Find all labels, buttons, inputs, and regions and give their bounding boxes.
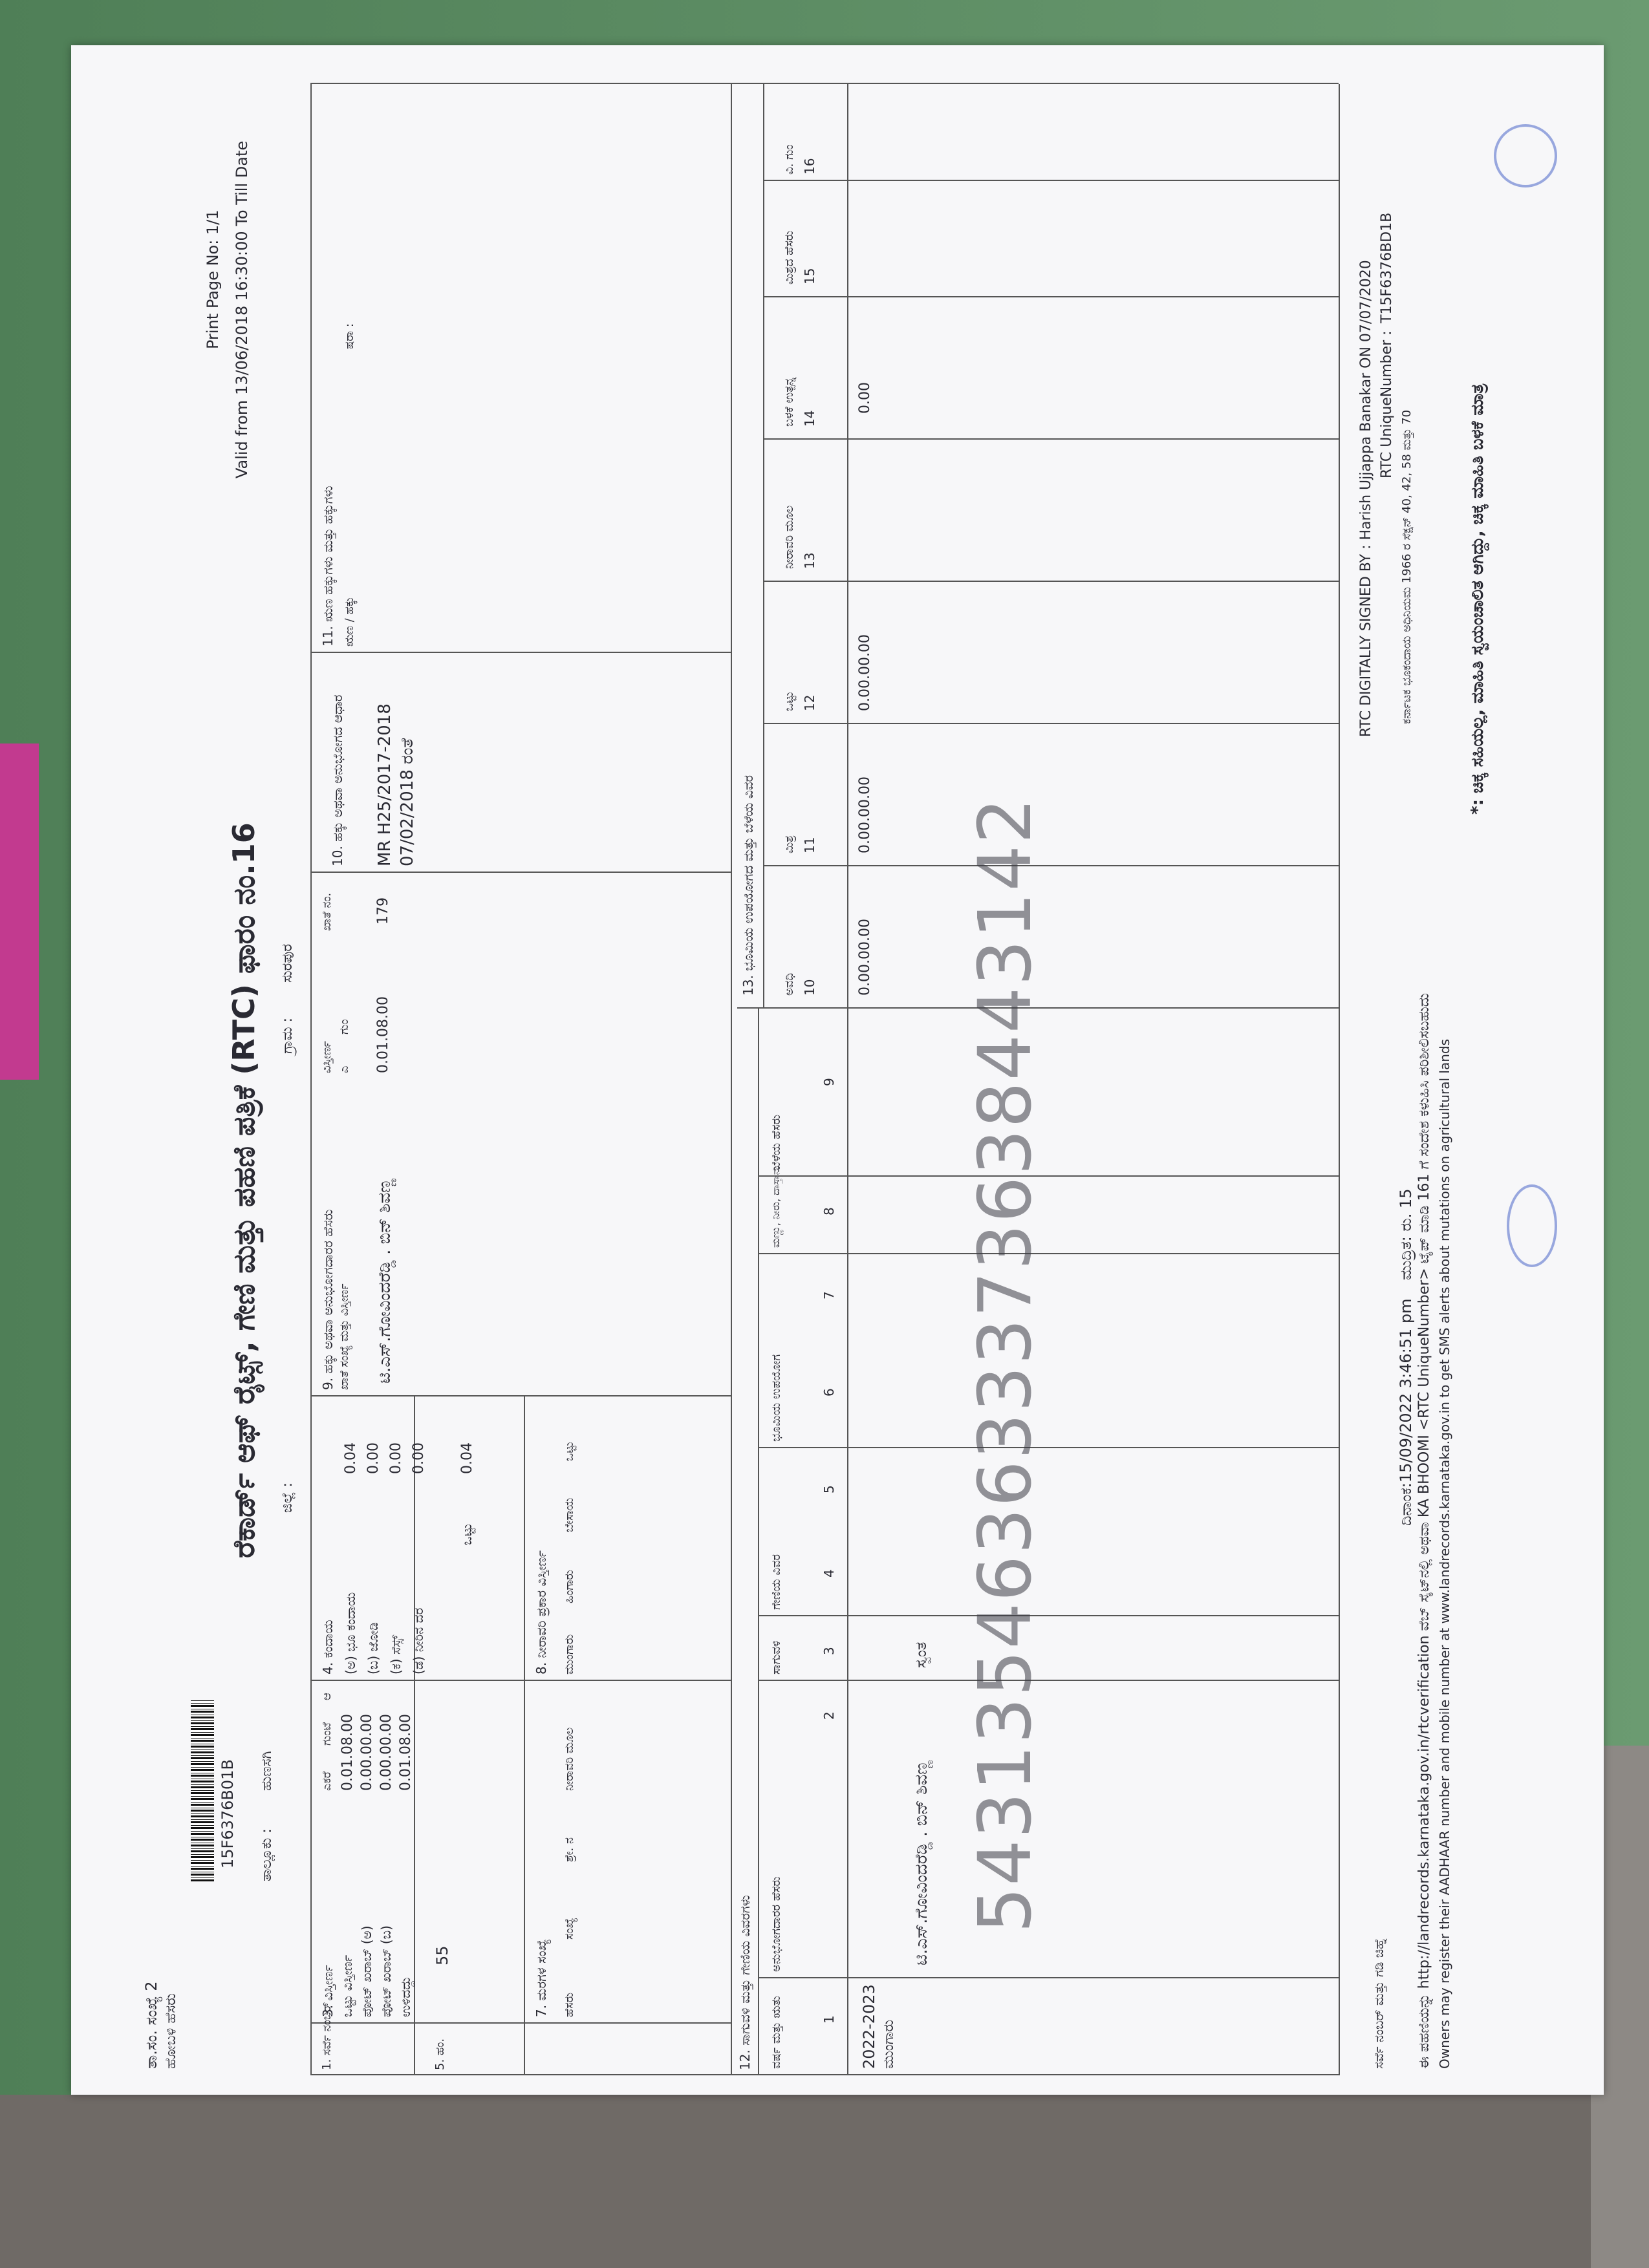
area-row-value: 0.00.00.00 <box>378 1714 394 1791</box>
area-unit-1: ಎಕರೆ <box>320 1771 334 1791</box>
col-line <box>763 723 1339 724</box>
col-line <box>758 1447 1339 1448</box>
sec12-num: 9 <box>821 1078 837 1086</box>
sec12-year: 2022-2023 <box>860 1984 878 2069</box>
ink-mark <box>1507 1184 1557 1267</box>
serial-left: ತಾ.ಸಂ. ಸಂಖ್ಯೆ 2 <box>142 1981 160 2069</box>
sec13-col-label: ಅವಧಿ <box>782 972 796 996</box>
area-unit-2: ಗುಂಟೆ <box>320 1722 334 1746</box>
col-line <box>310 652 731 653</box>
col-line <box>758 1680 1339 1681</box>
col-line <box>763 438 1339 440</box>
sec12-num: 1 <box>821 2015 837 2024</box>
row-line <box>524 1396 525 2075</box>
area-unit-3: ಆ <box>320 1693 334 1700</box>
rent-total-value: 0.04 <box>459 1442 475 1474</box>
col-line <box>763 581 1339 582</box>
col-line <box>758 1175 1339 1177</box>
area-row-value: 0.01.08.00 <box>339 1714 356 1791</box>
hobli-label: ಗ್ರಾಮ : <box>279 1018 296 1054</box>
sec12-owner: ಟಿ.ಎಸ್.ಗೋವಿಂದರೆಡ್ಡಿ . ಬಿನ್ ಶಿವಣ್ಣ <box>912 1760 931 1965</box>
area-row-label: ಪೋಟ್ ಖರಾಬ್ (ಬ) <box>378 1925 394 2017</box>
col-line <box>310 1395 731 1396</box>
col-line <box>763 180 1339 181</box>
col-line <box>310 1680 731 1681</box>
table-bottom-line <box>1339 84 1340 2075</box>
sec13-col-label: ವಿ. ಗುಂ <box>782 144 796 175</box>
row-line <box>758 1009 759 2075</box>
area-row-label: ಉಳಿದದ್ದು <box>398 1976 413 2017</box>
sec13-col-num: 15 <box>802 268 817 284</box>
table-mid-line <box>731 84 732 2075</box>
sec12-num: 3 <box>821 1647 837 1655</box>
district-label: ಜಿಲ್ಲೆ : <box>279 1482 296 1513</box>
col-line <box>310 2022 731 2024</box>
col-line <box>763 865 1339 866</box>
tree-col: ಹೆಸರು <box>563 1993 576 2017</box>
row-line <box>763 84 764 1009</box>
village-value: ಹುಣಸಗಿ <box>259 1751 275 1791</box>
sec13-col-num: 16 <box>802 158 817 175</box>
col-tree-header: 7. ಮರಗಳ ಸಂಖ್ಯೆ <box>534 1939 549 2017</box>
sec12-season: ಮುಂಗಾರು <box>881 2020 897 2069</box>
valid-from: Valid from 13/06/2018 16:30:00 To Till Date <box>233 140 251 478</box>
col-owner-header: 9. ಹಕ್ಕು ಅಥವಾ ಅನುಭೋಗದಾರರ ಹೆಸರು <box>320 1209 336 1390</box>
area-row-value: 0.00.00.00 <box>359 1714 375 1791</box>
sec12-col: ಸಾಗುವಳಿ <box>770 1640 783 1674</box>
irrig-col: ಒಟ್ಟು <box>563 1441 576 1461</box>
sec13-col-num: 11 <box>802 837 817 853</box>
liab-sub: ಋಣ / ಹಕ್ಕು <box>343 596 356 647</box>
table-left-line <box>310 2074 1339 2075</box>
owner-area: 0.01.08.00 <box>375 996 391 1073</box>
page-number: Print Page No: 1/1 <box>204 209 222 349</box>
serial-left-2: ಹೋಬಳಿ ಹೆಸರು <box>163 1993 179 2069</box>
printed-on: ದಿನಾಂಕ:15/09/2022 3:46:51 pm <box>1397 1298 1415 1526</box>
owner-area-unit: ಎ <box>338 1065 351 1073</box>
background-pink-edge <box>0 744 39 1080</box>
mr-value: MR H25/2017-2018 <box>375 703 394 866</box>
sec12-col: ಬೆಳೆಯ ಹೆಸರು <box>770 1115 783 1170</box>
sec13-col-num: 13 <box>802 552 817 569</box>
sec13-col-num: 12 <box>802 694 817 711</box>
rent-row-label: (ಬ) ಜೋಡಿ <box>365 1622 381 1674</box>
sec13-col-label: ಮಿಶ್ರದ ಹೆಸರು <box>782 230 796 284</box>
aadhaar-line: Owners may register their AADHAAR number and mobile number at www.landrecords.karnataka.gov.in to get SMS alerts about mutations on agricultural lands <box>1437 1038 1452 2069</box>
sec13-col-value: 0.00.00.00 <box>857 634 873 711</box>
rent-row-label: (ಡ) ನೀರಿನ ದರ <box>411 1607 426 1674</box>
col-irrigation-header: 8. ನೀರಾವರಿ ಪ್ರಕಾರ ವಿಸ್ತೀರ್ಣ <box>534 1550 549 1674</box>
rotated-content <box>71 45 1604 2095</box>
watermark-number: 543135463633373638443142 <box>964 796 1048 1933</box>
sec12-self: ಸ್ವಂತ <box>912 1642 930 1668</box>
sec12-col: ಭೂಮಿಯ ಉಪಯೋಗ <box>770 1354 783 1442</box>
row-line <box>414 1396 415 2075</box>
col-line <box>310 872 731 873</box>
sec12-col: ಅನುಭೋಗದಾರರ ಹೆಸರು <box>770 1876 783 1972</box>
village-label: ತಾಲ್ಲೂಕು : <box>259 1828 275 1881</box>
mutation-number: 55 <box>433 1945 451 1965</box>
tree-col: ಸಂಖ್ಯೆ <box>563 1918 576 1940</box>
sec13-col-label: ಮಿಶ್ರ <box>782 835 796 853</box>
bottom-note: *: ಚಿಕ್ಕ ಸಹಿಯಲ್ಲ, ಮಾಹಿತಿ ಸ್ವಯಂಚಾಲಿತ ಆಗಿದ್ದು, ಚಿಕ್ಕ ಮಾಹಿತಿ ಬಳಕೆ ಮಾತ್ರ <box>1468 383 1487 815</box>
rent-row-value: 0.00 <box>411 1442 427 1474</box>
khata-label: ಖಾತೆ ನಂ. <box>320 892 334 931</box>
owner-area-unit: ಗುಂ <box>338 1019 351 1034</box>
barcode <box>191 1700 214 1881</box>
sec13-col-value: 0.00 <box>857 382 873 414</box>
col-liabilities-header: 11. ಋಣ ಹಕ್ಕುಗಳು ಮತ್ತು ಹಕ್ಕುಗಳು <box>320 486 336 647</box>
sec13-col-label: ಒಟ್ಟು <box>782 691 796 711</box>
rent-row-value: 0.04 <box>343 1442 359 1474</box>
khata-number: 179 <box>375 897 391 925</box>
col-mutation-header: 5. ಹಂ. <box>433 2038 447 2070</box>
liab-sub: ಷರಾ : <box>343 323 356 349</box>
sec12-col: ವರ್ಷ ಮತ್ತು ಋತು <box>770 1996 783 2069</box>
col-line <box>763 296 1339 297</box>
col-mr-header: 10. ಹಕ್ಕು ಅಥವಾ ಅನುಭೋಗದ ಆಧಾರ <box>330 694 345 866</box>
owner-area-label: ವಿಸ್ತೀರ್ಣ <box>320 1041 334 1073</box>
unique-label: RTC UniqueNumber : <box>1379 330 1395 478</box>
barcode-id: 15F6376B01B <box>219 1759 237 1868</box>
background-dark-edge <box>0 2095 1649 2268</box>
sec12-col: ಮಣ್ಣು, ನೀರು, ದಾಸ್ತಾನು <box>770 1166 782 1248</box>
sec12-num: 5 <box>821 1485 837 1493</box>
sec13-col-num: 10 <box>802 979 817 996</box>
rent-total-label: ಒಟ್ಟು <box>459 1523 475 1545</box>
col-line <box>758 1615 1339 1616</box>
note-left: ಸರ್ವೆ ನಂಬರ್ ಮತ್ತು ಗಡಿ ಚಿಹ್ನೆ <box>1371 1938 1386 2069</box>
ink-mark <box>1494 124 1557 187</box>
section-13-header: 13. ಭೂಮಿಯ ಉಪಯೋಗದ ಮತ್ತು ಬೆಳೆಯ ವಿವರ <box>740 775 756 996</box>
owner-name: ಟಿ.ಎಸ್.ಗೋವಿಂದರೆಡ್ಡಿ . ಬಿನ್ ಶಿವಣ್ಣ <box>375 1178 394 1384</box>
col-line <box>758 1253 1339 1254</box>
area-row-label: ಪೋಟ್ ಖರಾಬ್ (ಅ) <box>359 1925 374 2017</box>
mr-date: 07/02/2018 ರಂತೆ <box>398 738 417 866</box>
table-right-line <box>310 83 1339 84</box>
irrig-col: ಮುಂಗಾರು <box>563 1634 576 1674</box>
hobli-value: ಸುರಪುರ <box>279 944 296 983</box>
col-rent-header: 4. ಕಂದಾಯ <box>320 1620 336 1674</box>
digitally-signed: RTC DIGITALLY SIGNED BY : Harish Ujjappa Banakar ON 07/07/2020 <box>1358 260 1374 737</box>
col-area-header: 3. ವಿಸ್ತೀರ್ಣ <box>320 1965 336 2017</box>
sec12-col: ಗೇಣಿಯ ವಿವರ <box>770 1554 783 1610</box>
rent-row-value: 0.00 <box>365 1442 382 1474</box>
rent-row-label: (ಕ) ಸೆಸ್ಸ್ <box>388 1634 404 1674</box>
rent-row-label: (ಅ) ಭೂ ಕಂದಾಯ <box>343 1592 358 1674</box>
sec13-col-value: 0.00.00.00 <box>857 776 873 853</box>
sec12-num: 2 <box>821 1711 837 1720</box>
sec12-num: 7 <box>821 1291 837 1300</box>
sec13-col-label: ಬಳಕೆ ಉತ್ಪನ್ನ <box>782 377 796 427</box>
verify-line: ಈ ಪಹಣಿಯನ್ನು http://landrecords.karnataka.gov.in/rtcverification ವೆಬ್ ಸೈಟ್‌ನಲ್ಲಿ ಅಥವಾ KA BHOOMI <RTC UniqueNumber> ಟೈಪ್ ಮಾಡಿ 161 ಗೆ ಸಂದೇಶ ಕಳುಹಿಸಿ ಪರಿಶೀಲಿಸಬಹುದು <box>1416 993 1432 2069</box>
irrig-col: ಹಿಂಗಾರು <box>563 1570 576 1603</box>
col-line <box>758 1977 1339 1978</box>
page-title: ರೆಕಾರ್ಡ್ ಆಫ್ ರೈಟ್ಸ್, ಗೇಣಿ ಮತ್ತು ಪಹಣಿ ಪತ್ರಿಕೆ (RTC) ಫಾರಂ ನಂ.16 <box>226 822 261 1558</box>
sec12-num: 6 <box>821 1388 837 1396</box>
col-survey-header: 1. ಸರ್ವೆ ನಂಬರ್ <box>320 2002 334 2070</box>
sec13-col-value: 0.00.00.00 <box>857 919 873 996</box>
sec13-col-label: ನೀರಾವರಿ ಮೂಲ <box>782 505 796 569</box>
area-row-label: ಒಟ್ಟು ವಿಸ್ತೀರ್ಣ <box>339 1954 355 2017</box>
row-line <box>847 84 848 2075</box>
tree-col: ಶ್ರೇ. ನ <box>563 1837 576 1862</box>
sec12-num: 4 <box>821 1569 837 1578</box>
printed-by: ಮುದ್ರಿತ: ರು. 15 <box>1397 1188 1415 1280</box>
rent-row-value: 0.00 <box>388 1442 404 1474</box>
act-line: ಕರ್ನಾಟಕ ಭೂಕಂದಾಯ ಅಧಿನಿಯಮ 1966 ರ ಸೆಕ್ಷನ್ 40, 42, 58 ಮತ್ತು 70 <box>1400 409 1414 724</box>
section-12-header: 12. ಸಾಗುವಳಿ ಮತ್ತು ಗೇಣಿಯ ವಿವರಗಳು <box>737 1895 753 2070</box>
irrig-col: ಬೇಸಾಯ <box>563 1497 576 1532</box>
rtc-document <box>71 45 1604 2095</box>
tree-col: ನೀರಾವರಿ ಮೂಲ <box>563 1727 576 1791</box>
col-owner-sub: ಖಾತೆ ಸಂಖ್ಯೆ ಮತ್ತು ವಿಸ್ತೀರ್ಣ <box>338 1283 351 1390</box>
table-top-line <box>310 84 312 2075</box>
sec12-num: 8 <box>821 1207 837 1215</box>
sec13-col-num: 14 <box>802 410 817 427</box>
area-row-value: 0.01.08.00 <box>398 1714 414 1791</box>
unique-value: T15F6376BD1B <box>1379 212 1395 323</box>
